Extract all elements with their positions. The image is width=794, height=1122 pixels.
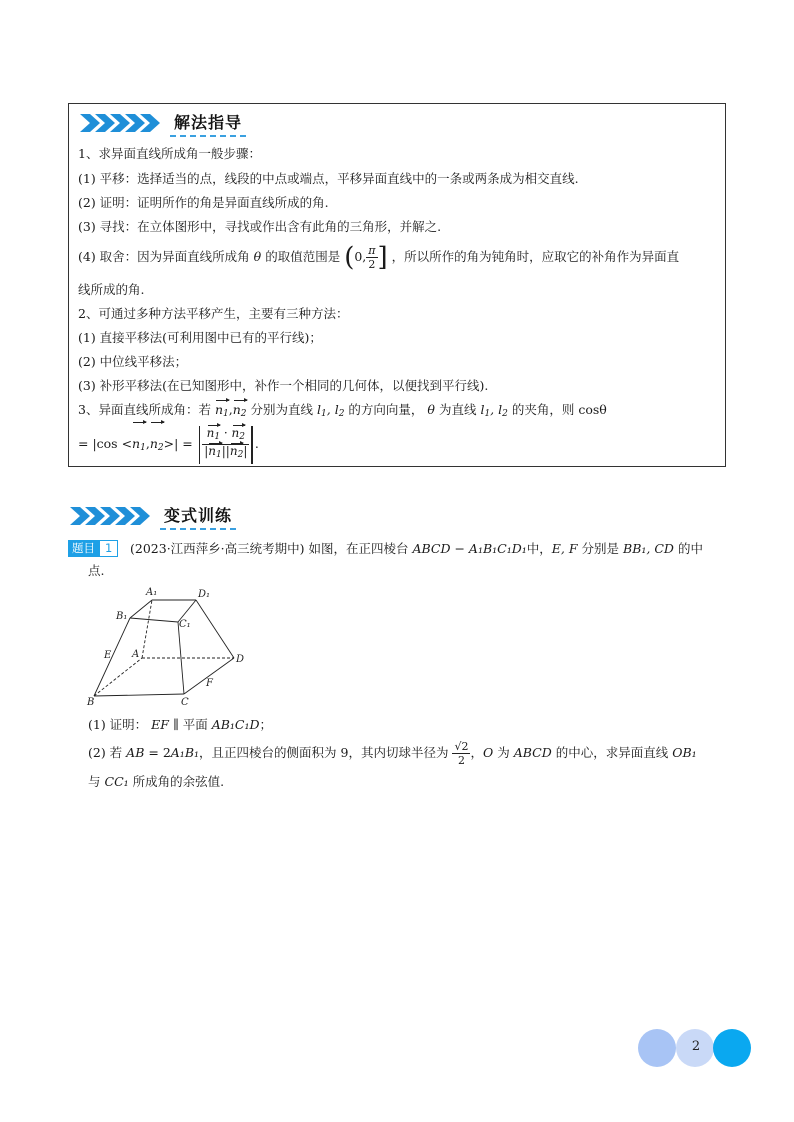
vector-n1: n1 (215, 402, 229, 422)
guide-line-4: (3) 寻找：在立体图形中，寻找或作出含有此角的三角形，并解之. (78, 219, 442, 234)
guide-line-10: (3) 补形平移法(在已知图形中，补作一个相同的几何体，以便找到平行线). (78, 378, 489, 393)
points-ef: E, F (551, 541, 578, 556)
label-e: E (104, 650, 112, 661)
question-line-2: 点. (88, 563, 105, 578)
guide-line-2: (1) 平移：选择适当的点，线段的中点或端点，平移异面直线中的一条或两条成为相交直线. (78, 171, 579, 186)
vector-n2: n2 (150, 424, 164, 468)
text-seg: 3、异面直线所成角：若 (78, 402, 211, 417)
frac-den: 2 (457, 754, 465, 767)
text-seg: ∥ 平面 (172, 717, 208, 732)
guide-line-7: 2、可通过多种方法平移产生，主要有三种方法： (78, 306, 349, 321)
segment-ob1: OB₁ (672, 745, 697, 760)
segment-cc1: CC₁ (104, 774, 129, 789)
frustum-figure (86, 582, 256, 708)
square-abcd: ABCD (513, 745, 552, 760)
frustum-name: ABCD − A₁B₁C₁D₁ (412, 541, 527, 556)
vector-n2: n2 (233, 402, 247, 422)
cosine-fraction (202, 427, 249, 462)
segment-ef: EF (151, 717, 169, 732)
text-seg: 与 (88, 774, 101, 789)
text-seg: (1) 证明： (88, 717, 148, 732)
left-paren: ( (344, 242, 355, 273)
text-seg: 的方向向量， (348, 402, 424, 417)
text-seg: 中， (526, 541, 552, 556)
text-seg: 为 (497, 745, 510, 760)
right-bracket: ] (377, 242, 388, 273)
label-b1: B₁ (116, 611, 128, 622)
label-c1: C₁ (179, 619, 191, 630)
chevron-arrows-icon (70, 505, 154, 527)
text-seg: ，且正四棱台的侧面积为 9，其内切球半径为 (199, 745, 449, 760)
guide-title: 解法指导 (170, 110, 246, 137)
frac-num: n1 · n2 (202, 427, 249, 445)
chevron-arrows-icon (80, 112, 164, 134)
frac-num: √2 (454, 740, 469, 753)
text-seg: 的取值范围是 (265, 249, 341, 264)
text-seg: = 2 (148, 745, 171, 760)
abs-bar (199, 426, 201, 464)
text-seg: = |cos < (78, 436, 133, 451)
text-seg: 为直线 (438, 402, 477, 417)
label-b: B (87, 697, 95, 708)
label-d1: D₁ (198, 589, 211, 600)
text-seg: 的夹角，则 (511, 402, 575, 417)
label-f: F (206, 678, 213, 689)
guide-line-3: (2) 证明：证明所作的角是异面直线所成的角. (78, 195, 329, 210)
sqrt2-over-2-fraction (452, 740, 470, 767)
part-2 (88, 738, 697, 768)
text-seg: ，所以所作的角为钝角时，应取它的补角作为异面直 (391, 249, 680, 264)
part-1 (88, 717, 272, 733)
guide-banner (80, 110, 246, 136)
text-seg: 分别是 (581, 541, 620, 556)
guide-line-8: (1) 直接平移法(可利用图中已有的平行线)； (78, 330, 322, 345)
part-2-cont (88, 774, 224, 790)
text-seg: 的中心，求异面直线 (555, 745, 669, 760)
segment-a1b1: A₁B₁ (170, 745, 200, 760)
range-start: 0, (354, 249, 367, 264)
text-seg: 分别为直线 (250, 402, 314, 417)
text-seg: 的中 (677, 541, 703, 556)
segments: BB₁, CD (623, 541, 674, 556)
theta-symbol: θ (427, 402, 435, 417)
abs-bar (251, 426, 253, 464)
label-a: A (132, 649, 140, 660)
label-d: D (236, 654, 245, 665)
badge-number: 1 (99, 540, 118, 557)
guide-line-11: 3、异面直线所成角：若 n1,n2 分别为直线 l1, l2 的方向向量， θ 为直线 l1, l2 的夹角，则 cosθ (78, 402, 607, 422)
frac-den: 2 (368, 258, 376, 271)
vector-n1: n1 (132, 424, 146, 468)
text-seg: ； (259, 717, 273, 732)
line-l1-l2: l1, l2 (317, 402, 345, 419)
pi-over-2-fraction (366, 244, 377, 271)
text-seg: 所成角的余弦值. (132, 774, 225, 789)
guide-line-6: 线所成的角. (78, 282, 145, 297)
page-number: 2 (691, 1039, 701, 1054)
cos-theta: cosθ (578, 402, 607, 417)
text-seg: (2) 若 (88, 745, 123, 760)
frac-den: |n1||n2| (204, 444, 248, 460)
plane-name: AB₁C₁D (211, 717, 260, 732)
guide-line-12: = |cos <n1,n2>| = $\frac{n1 \cdot n2}{|n1||n2|}$ . (78, 424, 259, 468)
question-line-1 (130, 541, 703, 557)
guide-line-5 (78, 243, 679, 271)
text-seg: ， (470, 745, 483, 760)
guide-line-1: 1、求异面直线所成角一般步骤： (78, 146, 261, 161)
badge-label: 题目 (68, 540, 99, 557)
point-o: O (482, 745, 494, 760)
frac-num: π (368, 244, 376, 257)
text-seg: >| = (163, 436, 193, 451)
guide-line-9: (2) 中位线平移法； (78, 354, 188, 369)
training-banner (70, 503, 236, 529)
label-c: C (181, 697, 189, 708)
training-title: 变式训练 (160, 503, 236, 530)
theta-symbol: θ (253, 249, 262, 264)
text-seg: (4) 取舍：因为异面直线所成角 (78, 249, 250, 264)
question-badge (68, 540, 118, 557)
text-seg: (2023·江西萍乡·高三统考期中) 如图，在正四棱台 (130, 541, 409, 556)
label-a1: A₁ (146, 587, 158, 598)
segment-ab: AB (126, 745, 145, 760)
line-l1-l2: l1, l2 (480, 402, 508, 419)
